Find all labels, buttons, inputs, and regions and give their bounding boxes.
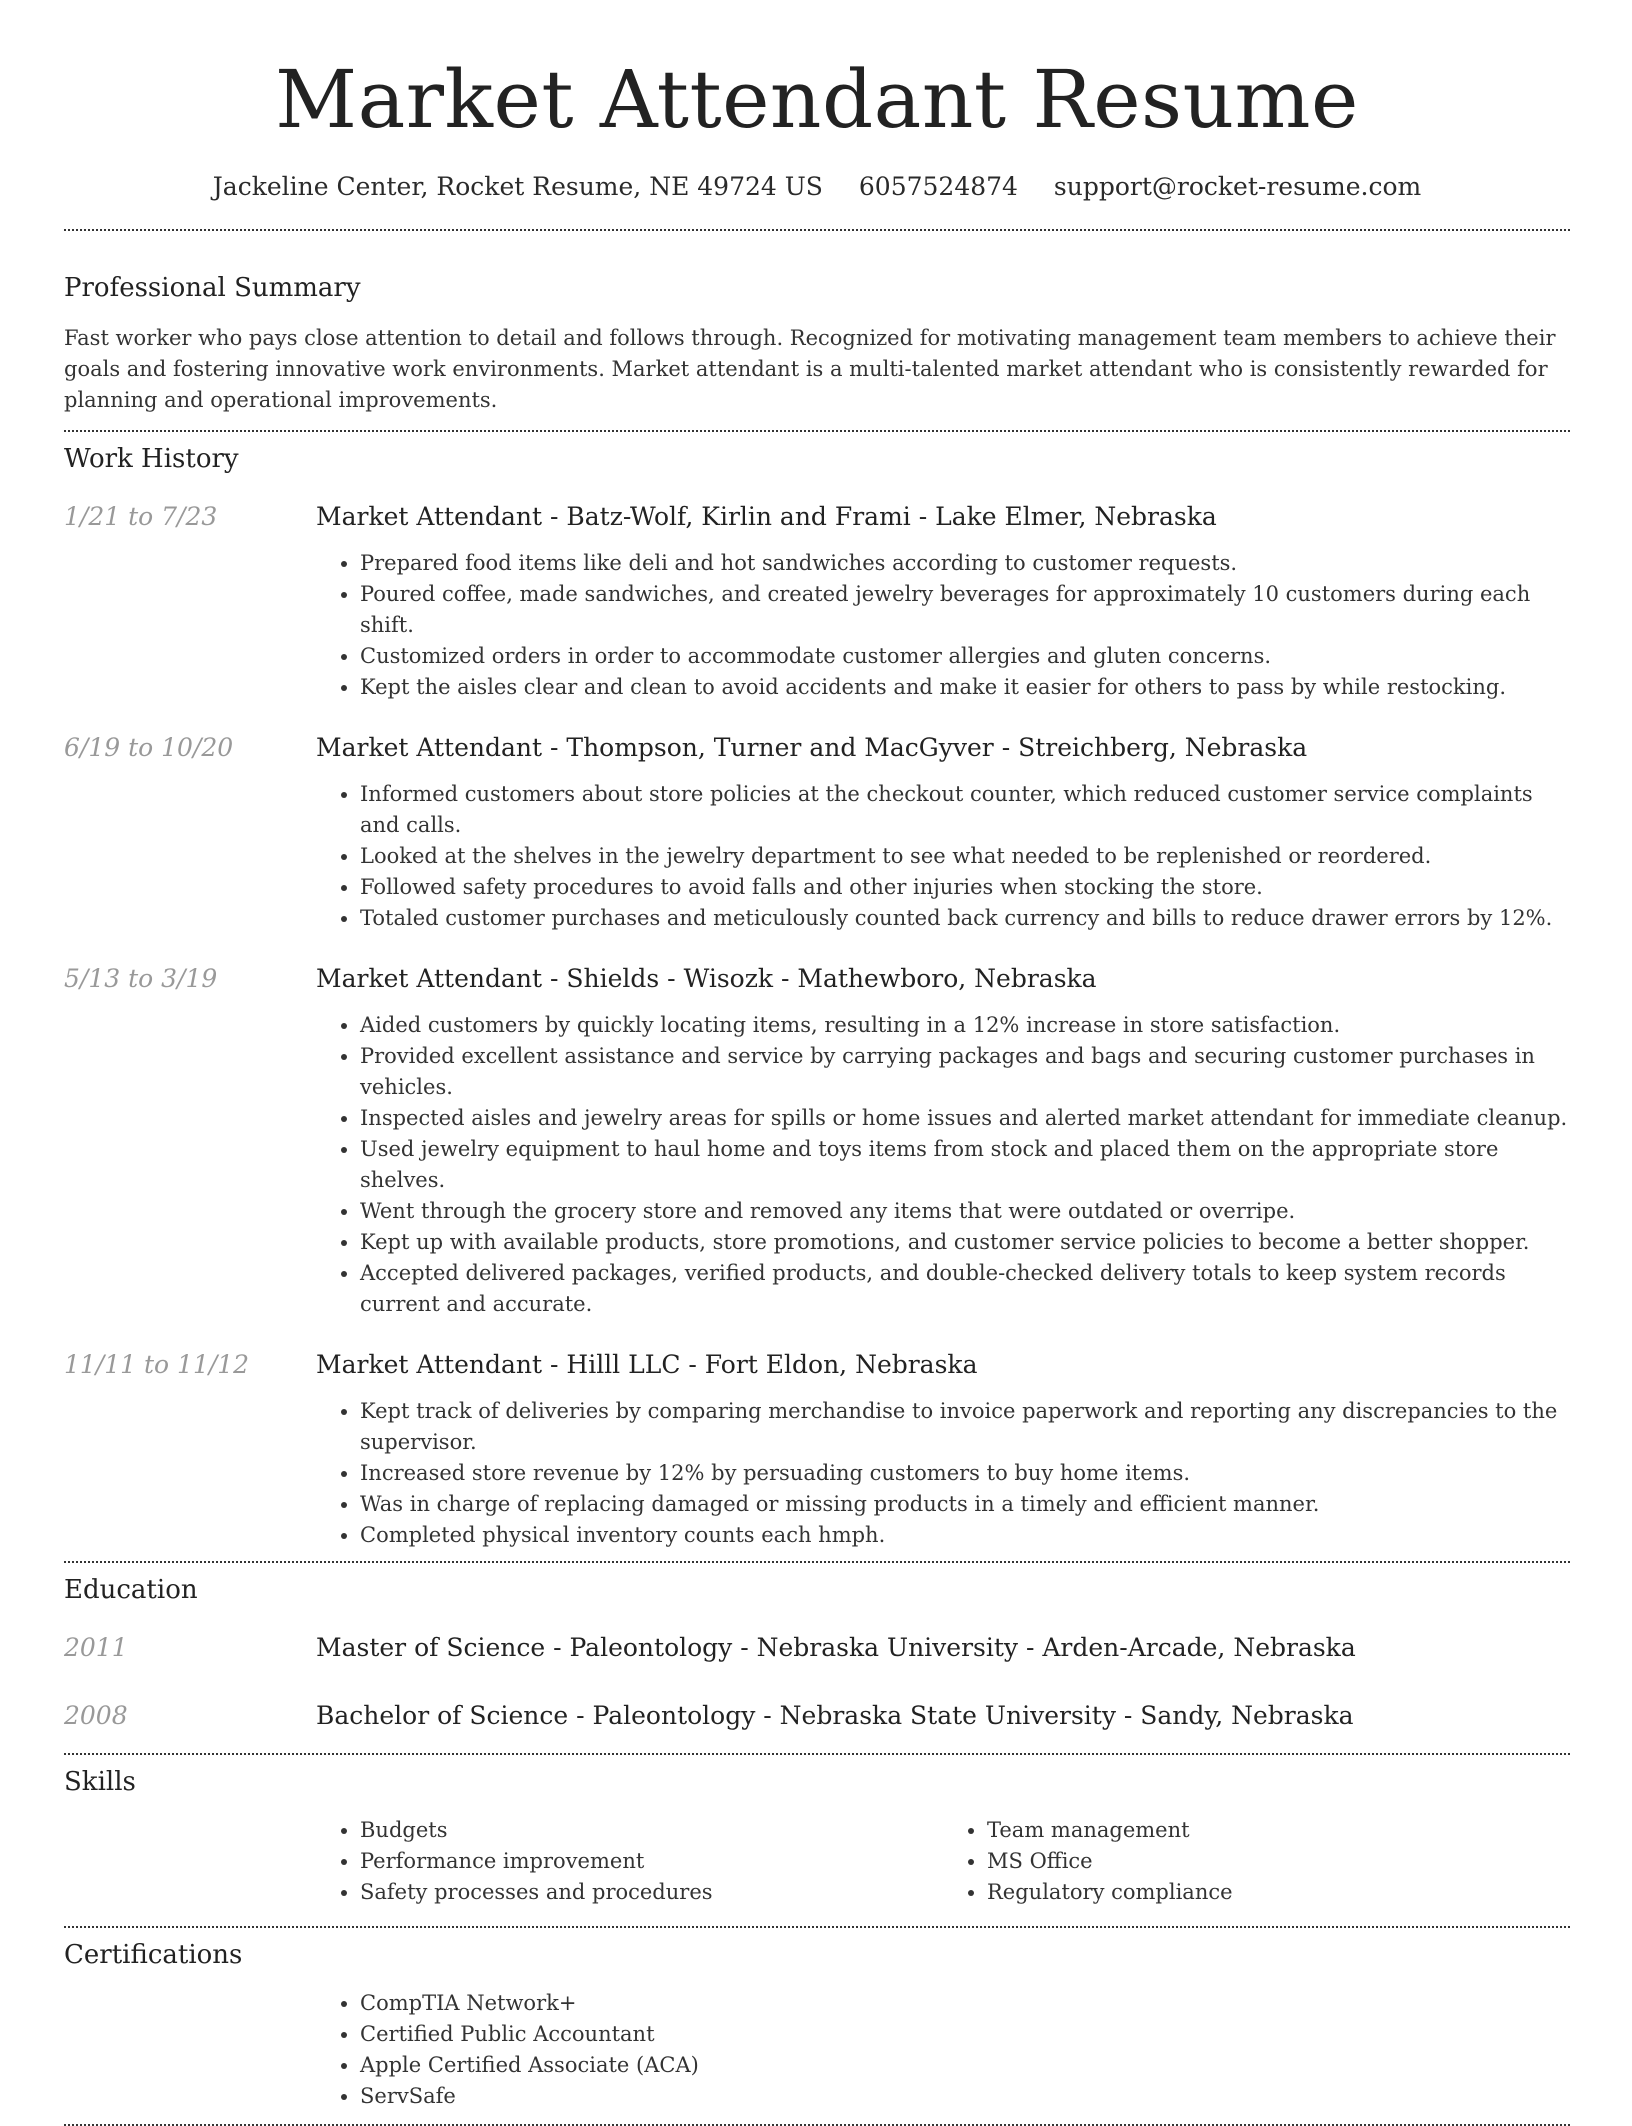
certification-item: • ServSafe [360,2081,1570,2112]
certification-item: • Certified Public Accountant [360,2019,1570,2050]
list-item: • Totaled customer purchases and meticulously counted back currency and bills to reduce drawer errors by 12%. [360,903,1570,934]
education-year: 2011 [64,1633,128,1662]
job-bullets [316,1010,1570,1320]
list-item: • Completed physical inventory counts each hmph. [360,1520,1570,1551]
section-heading: Professional Summary [64,273,361,303]
contact-phone: 6057524874 [858,172,1018,201]
list-item: • Inspected aisles and jewelry areas for spills or home issues and alerted market attendant for immediate cleanup. [360,1103,1570,1134]
education-entry [64,1699,1570,1733]
resume-page [64,0,1570,2126]
skills-section [64,1755,1570,1908]
list-item: • Was in charge of replacing damaged or missing products in a timely and efficient manner. [360,1489,1570,1520]
list-item: • Kept up with available products, store promotions, and customer service policies to become a better shopper. [360,1227,1570,1258]
education-entry [64,1631,1570,1665]
contact-email: support@rocket-resume.com [1053,172,1422,201]
job-entry [64,1348,1570,1551]
list-item: • Kept the aisles clear and clean to avoid accidents and make it easier for others to pass by while restocking. [360,672,1570,703]
skill-item: • Safety processes and procedures [360,1877,943,1908]
education-year: 2008 [64,1701,128,1730]
job-entry [64,962,1570,1320]
list-item: • Kept track of deliveries by comparing merchandise to invoice paperwork and reporting any discrepancies to the supervisor. [360,1396,1570,1458]
section-heading: Work History [64,444,239,474]
education-degree: Bachelor of Science - Paleontology - Nebraska State University - Sandy, Nebraska [316,1701,1354,1730]
list-item: • Accepted delivered packages, verified products, and double-checked delivery totals to keep system records current and accurate. [360,1258,1570,1320]
summary-text: Fast worker who pays close attention to detail and follows through. Recognized for motivating management team members to achieve their goals and fostering innovative work environments. Market attendant is a multi-talented market attendant who is consistently rewarded for planning and operational improvements. [64,326,1556,412]
job-bullets [316,548,1570,703]
skills-columns [316,1815,1570,1908]
list-item: • Informed customers about store policies at the checkout counter, which reduced customer service complaints and calls. [360,779,1570,841]
job-title: Market Attendant - Batz-Wolf, Kirlin and Frami - Lake Elmer, Nebraska [316,502,1217,531]
certifications-list [316,1988,1570,2112]
job-dates: 5/13 to 3/19 [64,964,218,993]
section-heading: Skills [64,1767,136,1797]
job-entry [64,500,1570,703]
job-dates: 1/21 to 7/23 [64,502,218,531]
contact-line [64,170,1570,204]
job-dates: 6/19 to 10/20 [64,733,234,762]
list-item: • Went through the grocery store and removed any items that were outdated or overripe. [360,1196,1570,1227]
job-title: Market Attendant - Thompson, Turner and MacGyver - Streichberg, Nebraska [316,733,1308,762]
certifications-section [64,1928,1570,2112]
certification-item: • Apple Certified Associate (ACA) [360,2050,1570,2081]
education-section [64,1563,1570,1733]
list-item: • Used jewelry equipment to haul home and toys items from stock and placed them on the appropriate store shelves. [360,1134,1570,1196]
skill-item: • Budgets [360,1815,943,1846]
section-heading: Education [64,1575,198,1605]
job-dates: 11/11 to 11/12 [64,1350,250,1379]
list-item: • Looked at the shelves in the jewelry department to see what needed to be replenished or reordered. [360,841,1570,872]
list-item: • Aided customers by quickly locating items, resulting in a 12% increase in store satisfaction. [360,1010,1570,1041]
skill-item: • Team management [987,1815,1570,1846]
job-title: Market Attendant - Shields - Wisozk - Mathewboro, Nebraska [316,964,1097,993]
job-bullets [316,779,1570,934]
job-bullets [316,1396,1570,1551]
certification-item: • CompTIA Network+ [360,1988,1570,2019]
skill-item: • MS Office [987,1846,1570,1877]
section-heading: Certifications [64,1940,243,1970]
skills-list-right [943,1815,1570,1908]
contact-address: Jackeline Center, Rocket Resume, NE 49724 US [212,172,823,201]
list-item: • Provided excellent assistance and service by carrying packages and bags and securing customer purchases in vehicles. [360,1041,1570,1103]
list-item: • Poured coffee, made sandwiches, and created jewelry beverages for approximately 10 customers during each shift. [360,579,1570,641]
skill-item: • Performance improvement [360,1846,943,1877]
skills-list-left [316,1815,943,1908]
list-item: • Followed safety procedures to avoid falls and other injuries when stocking the store. [360,872,1570,903]
job-title: Market Attendant - Hilll LLC - Fort Eldon, Nebraska [316,1350,978,1379]
education-degree: Master of Science - Paleontology - Nebraska University - Arden-Arcade, Nebraska [316,1633,1356,1662]
skill-item: • Regulatory compliance [987,1877,1570,1908]
job-entry [64,731,1570,934]
list-item: • Customized orders in order to accommodate customer allergies and gluten concerns. [360,641,1570,672]
work-history-section [64,432,1570,1551]
list-item: • Prepared food items like deli and hot sandwiches according to customer requests. [360,548,1570,579]
summary-section [64,231,1570,416]
resume-title: Market Attendant Resume [275,53,1359,146]
list-item: • Increased store revenue by 12% by persuading customers to buy home items. [360,1458,1570,1489]
